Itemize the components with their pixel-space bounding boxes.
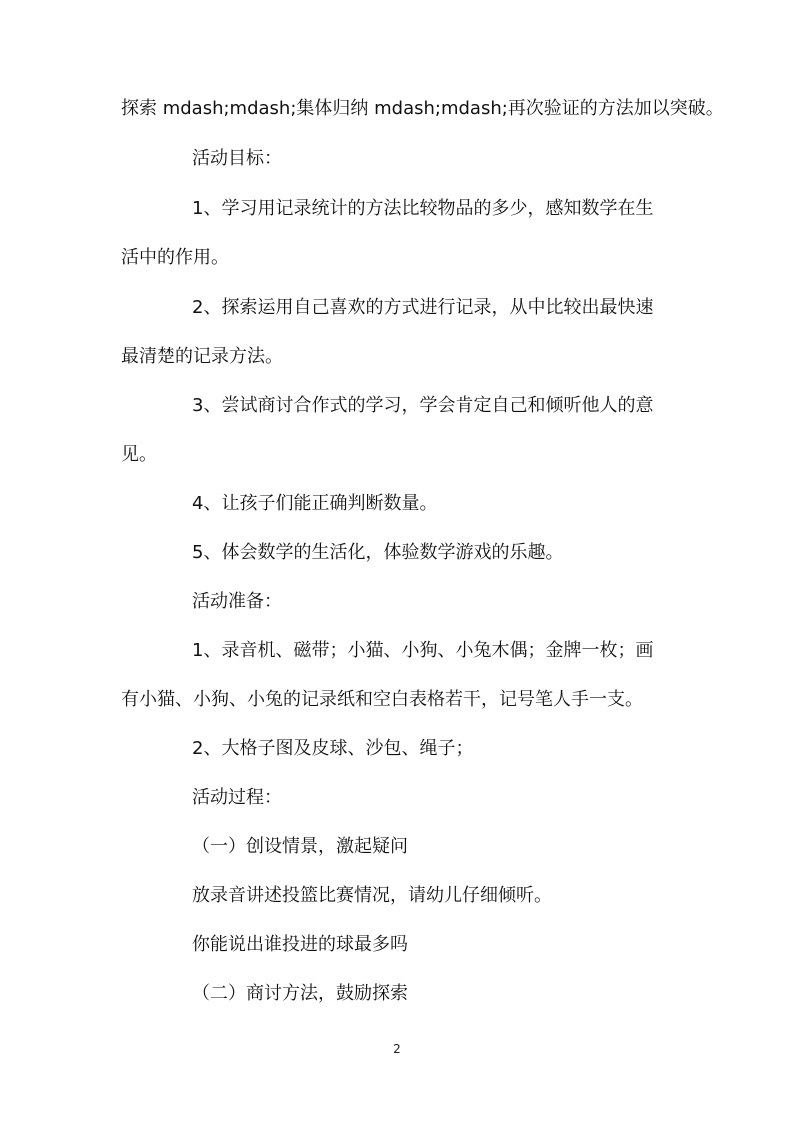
list-item-continuation: 最清楚的记录方法。 xyxy=(121,346,283,367)
list-item: 5、体会数学的生活化，体验数学游戏的乐趣。 xyxy=(192,542,564,563)
paragraph-line: 探索 mdash;mdash;集体归纳 mdash;mdash;再次验证的方法加以突破。 xyxy=(121,98,724,119)
list-item: 4、让孩子们能正确判断数量。 xyxy=(192,493,438,514)
list-item: 1、学习用记录统计的方法比较物品的多少，感知数学在生 xyxy=(192,198,654,219)
list-item-continuation: 见。 xyxy=(121,444,157,465)
list-item: 3、尝试商讨合作式的学习，学会肯定自己和倾听他人的意 xyxy=(192,395,654,416)
section-heading: 活动目标： xyxy=(192,148,282,169)
list-item: 2、探索运用自己喜欢的方式进行记录，从中比较出最快速 xyxy=(192,297,654,318)
list-item: 2、大格子图及皮球、沙包、绳子； xyxy=(192,738,474,759)
list-item: 1、录音机、磁带；小猫、小狗、小兔木偶；金牌一枚；画 xyxy=(192,640,654,661)
section-heading: 活动准备： xyxy=(192,591,282,612)
paragraph-line: 放录音讲述投篮比赛情况，请幼儿仔细倾听。 xyxy=(192,885,552,906)
section-heading: 活动过程： xyxy=(192,787,282,808)
subsection-heading: （二）商讨方法，鼓励探索 xyxy=(192,983,408,1004)
list-item-continuation: 有小猫、小狗、小兔的记录纸和空白表格若干，记号笔人手一支。 xyxy=(121,689,643,710)
list-item-continuation: 活中的作用。 xyxy=(121,247,229,268)
paragraph-line: 你能说出谁投进的球最多吗 xyxy=(192,934,408,955)
subsection-heading: （一）创设情景，激起疑问 xyxy=(192,836,408,857)
page-number: 2 xyxy=(393,1042,401,1056)
